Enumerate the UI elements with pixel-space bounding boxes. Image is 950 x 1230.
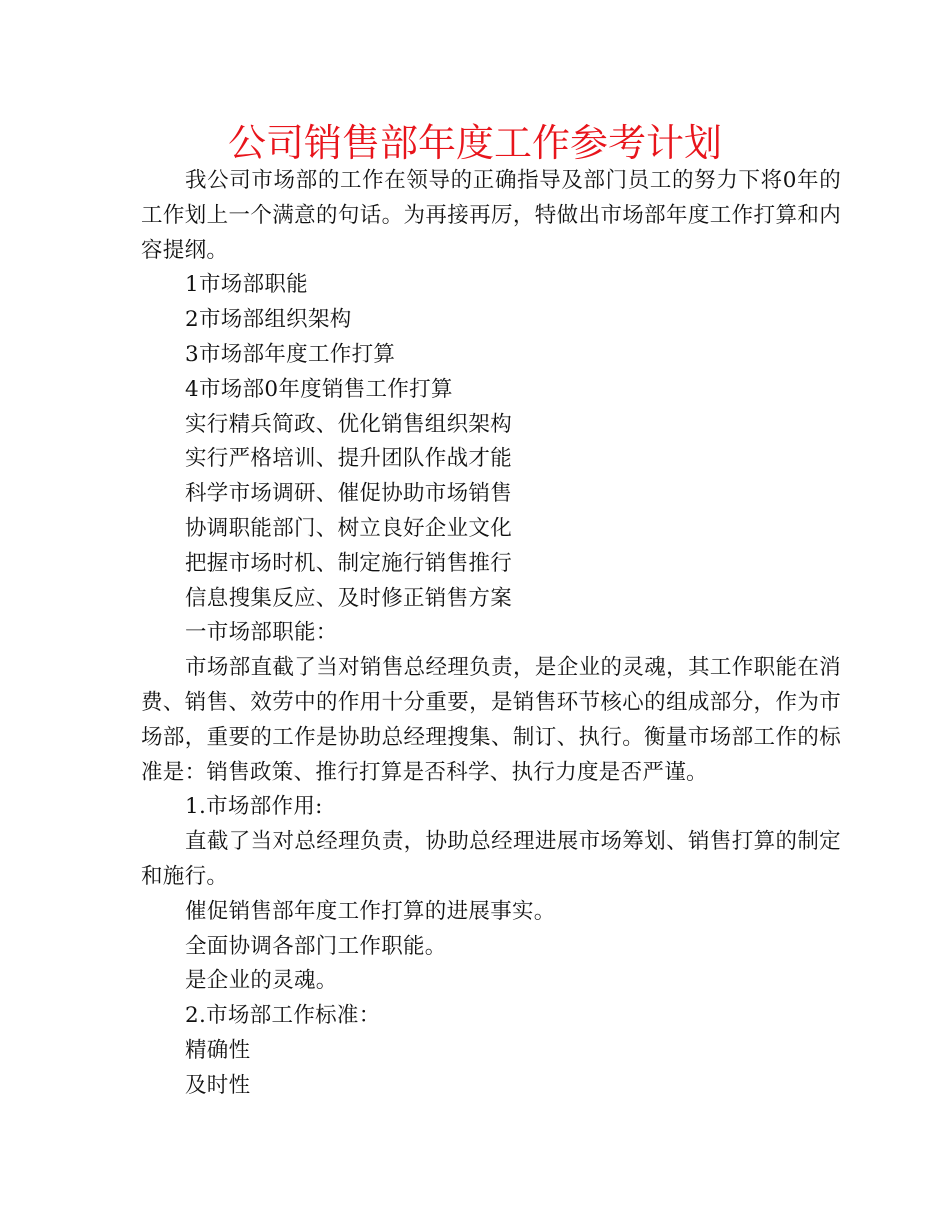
outline-item: 协调职能部门、树立良好企业文化	[185, 515, 513, 541]
outline-item: 实行严格培训、提升团队作战才能	[185, 446, 513, 472]
intro-paragraph: 我公司市场部的工作在领导的正确指导及部门员工的努力下将0年的工作划上一个满意的句话。为再接再厉，特做出市场部年度工作打算和内容提纲。	[141, 168, 841, 263]
list-item: 催促销售部年度工作打算的进展事实。	[185, 898, 556, 924]
list-item: 精确性	[185, 1037, 251, 1063]
outline-item: 4市场部0年度销售工作打算	[185, 376, 453, 402]
outline-item: 信息搜集反应、及时修正销售方案	[185, 585, 513, 611]
outline-item: 1市场部职能	[185, 272, 308, 298]
section-paragraph: 市场部直截了当对销售总经理负责，是企业的灵魂，其工作职能在消费、销售、效劳中的作用十分重要，是销售环节核心的组成部分，作为市场部，重要的工作是协助总经理搜集、制订、执行。衡量市场部工作的标准是：销售政策、推行打算是否科学、执行力度是否严谨。	[141, 655, 841, 785]
document-title: 公司销售部年度工作参考计划	[227, 121, 722, 165]
outline-item: 把握市场时机、制定施行销售推行	[185, 550, 513, 576]
outline-item: 3市场部年度工作打算	[185, 341, 396, 367]
outline-item: 实行精兵简政、优化销售组织架构	[185, 411, 513, 437]
list-item: 及时性	[185, 1072, 251, 1098]
subsection-paragraph: 直截了当对总经理负责，协助总经理进展市场筹划、销售打算的制定和施行。	[141, 829, 841, 889]
subsection-heading: 1.市场部作用:	[185, 794, 323, 820]
list-item: 是企业的灵魂。	[185, 968, 338, 994]
document-body	[141, 164, 841, 1104]
list-item: 全面协调各部门工作职能。	[185, 933, 447, 959]
outline-item: 科学市场调研、催促协助市场销售	[185, 481, 513, 507]
subsection-heading: 2.市场部工作标准：	[185, 1003, 381, 1029]
outline-item: 2市场部组织架构	[185, 307, 352, 333]
section-heading: 一市场部职能：	[185, 620, 338, 646]
